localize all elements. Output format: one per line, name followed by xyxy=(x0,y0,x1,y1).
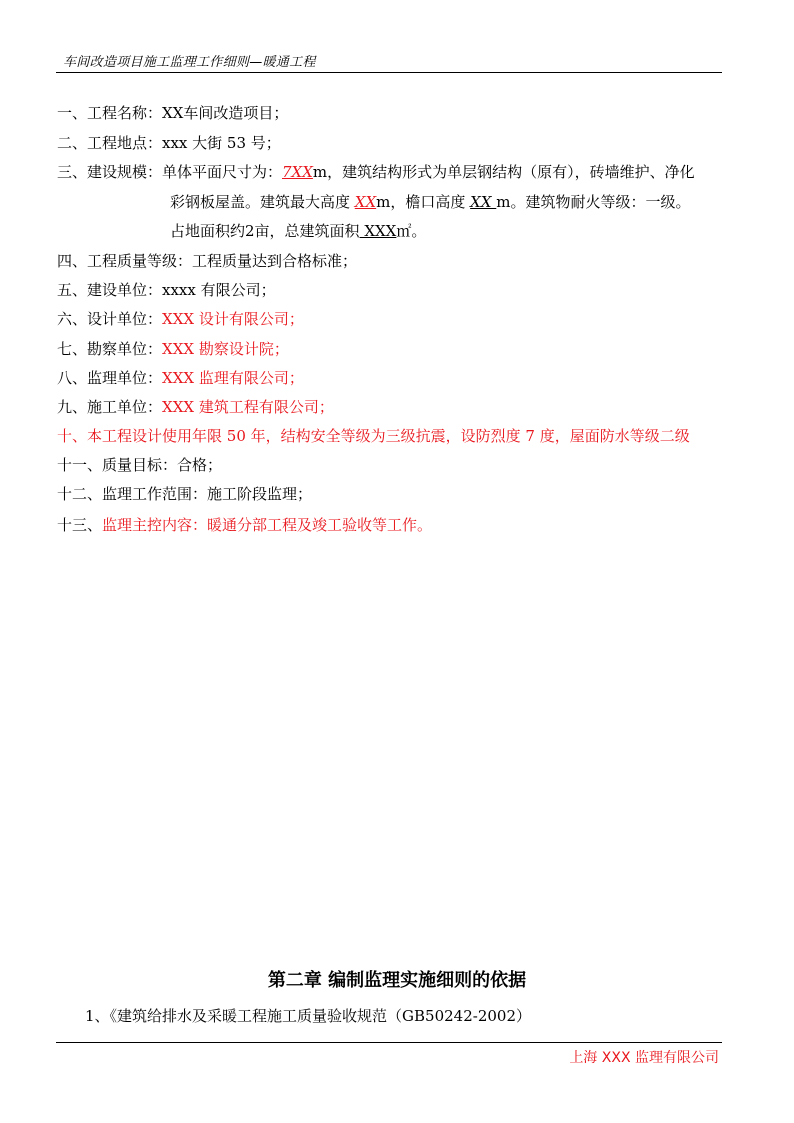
scale-line2-b: m，檐口高度 xyxy=(376,193,471,211)
page-header-title: 车间改造项目施工监理工作细则—暖通工程 xyxy=(63,55,316,70)
designer-label: 六、设计单位： xyxy=(57,310,163,328)
scale-eave-height: XX xyxy=(470,193,497,211)
scale-line3-b: ㎡。 xyxy=(396,222,427,240)
item-quality-target: 十一、质量目标：合格； xyxy=(57,456,223,474)
item-project-location: 二、工程地点：xxx 大街 53 号； xyxy=(57,134,281,152)
surveyor-label: 七、勘察单位： xyxy=(57,340,163,358)
design-life-label: 十、 xyxy=(57,427,88,445)
scale-prefix: 三、建设规模：单体平面尺寸为： xyxy=(57,163,283,181)
scale-line2-a: 彩钢板屋盖。建筑最大高度 xyxy=(170,193,355,211)
item-quality-grade: 四、工程质量等级：工程质量达到合格标准； xyxy=(57,252,358,270)
item-project-name: 一、工程名称：XX车间改造项目； xyxy=(57,104,289,122)
key-control-value: 监理主控内容：暖通分部工程及竣工验收等工作。 xyxy=(102,516,433,534)
item-supervisor xyxy=(57,368,304,388)
scale-line2-c: m。建筑物耐火等级：一级。 xyxy=(496,193,691,211)
supervisor-value: XXX 监理有限公司； xyxy=(162,369,304,387)
chapter-title: 第二章 编制监理实施细则的依据 xyxy=(267,970,527,991)
scale-total-area: XXX xyxy=(359,222,397,240)
item-key-control xyxy=(57,515,432,535)
item-scale-line3 xyxy=(170,221,426,241)
header-divider xyxy=(56,72,722,73)
item-contractor xyxy=(57,397,334,417)
contractor-value: XXX 建筑工程有限公司； xyxy=(162,398,334,416)
item-designer xyxy=(57,309,304,329)
design-life-value: 本工程设计使用年限 50 年，结构安全等级为三级抗震，设防烈度 7 度，屋面防水等级二级 xyxy=(87,427,690,445)
item-owner: 五、建设单位：xxxx 有限公司； xyxy=(57,281,276,299)
key-control-label: 十三、 xyxy=(57,516,103,534)
footer-divider xyxy=(56,1042,722,1043)
item-scope: 十二、监理工作范围：施工阶段监理； xyxy=(57,485,313,503)
item-surveyor xyxy=(57,339,289,359)
supervisor-label: 八、监理单位： xyxy=(57,369,163,387)
scale-dims: 7XX xyxy=(282,163,313,181)
scale-line3-a: 占地面积约2亩，总建筑面积 xyxy=(170,222,360,240)
item-scale-line2 xyxy=(170,192,691,212)
footer-company: 上海 XXX 监理有限公司 xyxy=(569,1050,719,1066)
contractor-label: 九、施工单位： xyxy=(57,398,163,416)
designer-value: XXX 设计有限公司； xyxy=(162,310,304,328)
item-design-life xyxy=(57,426,690,446)
item-scale-line1 xyxy=(57,162,695,182)
surveyor-value: XXX 勘察设计院； xyxy=(162,340,289,358)
scale-max-height: XX xyxy=(354,193,377,211)
scale-after-dims: m，建筑结构形式为单层钢结构（原有），砖墙维护、净化 xyxy=(312,163,695,181)
reference-item-1: 1、《建筑给排水及采暖工程施工质量验收规范（GB50242-2002） xyxy=(85,1007,532,1025)
